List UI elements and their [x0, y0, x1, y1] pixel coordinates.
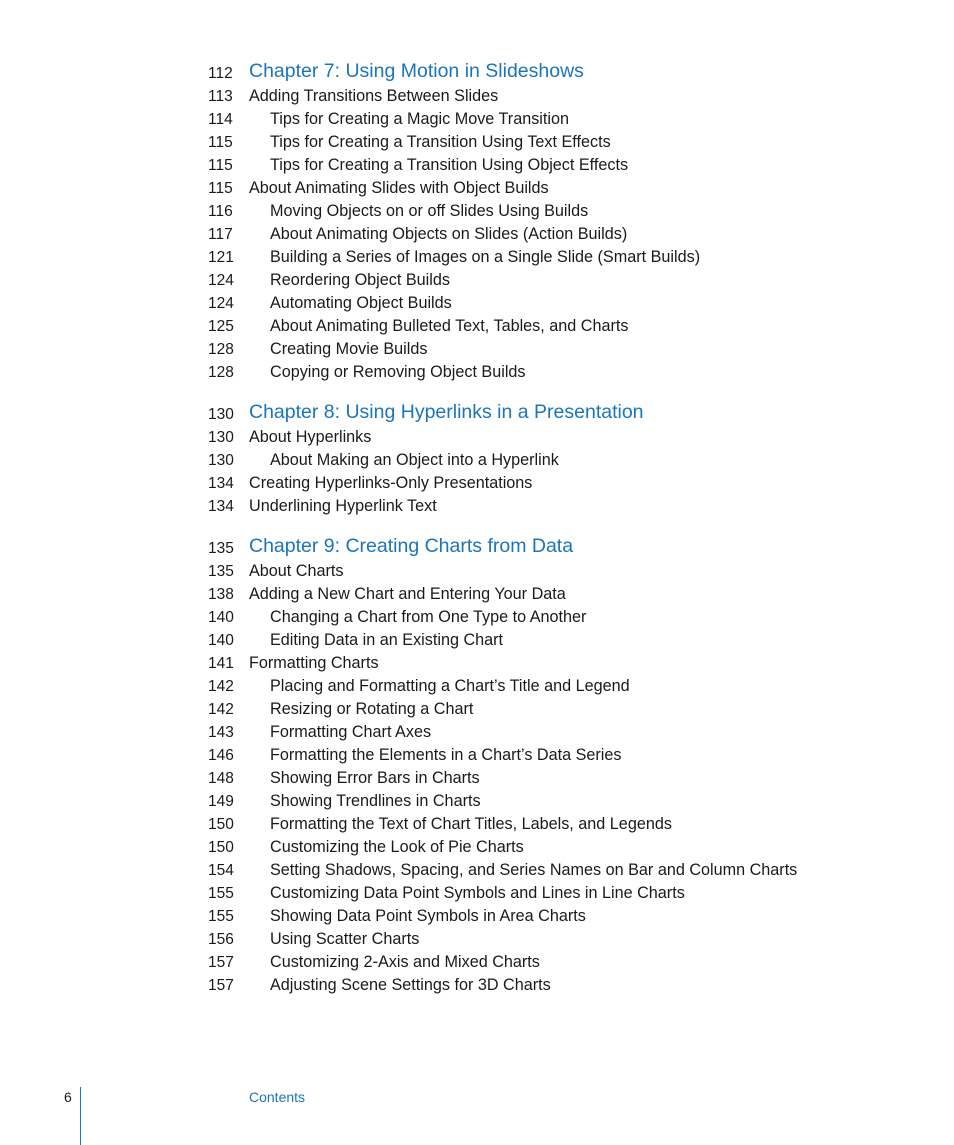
toc-page-number: 134 — [208, 498, 234, 515]
toc-subsection-row[interactable] — [0, 905, 954, 928]
chapter-7-section — [0, 60, 954, 384]
footer-section-label: Contents — [249, 1089, 306, 1105]
toc-subsection-title[interactable]: Formatting Chart Axes — [270, 723, 432, 741]
toc-subsection-title[interactable]: Adjusting Scene Settings for 3D Charts — [270, 976, 551, 994]
toc-subsection-title[interactable]: Changing a Chart from One Type to Another — [270, 608, 587, 626]
toc-subsection-row[interactable] — [0, 269, 954, 292]
chapter-page-number: 112 — [208, 65, 233, 82]
toc-subsection-row[interactable] — [0, 449, 954, 472]
toc-subsection-title[interactable]: About Animating Objects on Slides (Action Builds) — [270, 225, 628, 243]
toc-subsection-title[interactable]: Using Scatter Charts — [270, 930, 420, 948]
toc-subsection-row[interactable] — [0, 675, 954, 698]
toc-subsection-row[interactable] — [0, 606, 954, 629]
toc-subsection-title[interactable]: Customizing the Look of Pie Charts — [270, 838, 524, 856]
toc-subsection-title[interactable]: Reordering Object Builds — [270, 271, 450, 289]
toc-subsection-title[interactable]: Formatting the Elements in a Chart’s Data Series — [270, 746, 622, 764]
toc-page-number: 148 — [208, 770, 234, 787]
toc-subsection-row[interactable] — [0, 315, 954, 338]
toc-section-row[interactable] — [0, 652, 954, 675]
toc-page-number: 157 — [208, 977, 234, 994]
toc-page-number: 124 — [208, 272, 234, 289]
chapter-title-link[interactable]: Chapter 8: Using Hyperlinks in a Presentation — [249, 401, 644, 423]
toc-subsection-row[interactable] — [0, 974, 954, 997]
toc-subsection-row[interactable] — [0, 767, 954, 790]
toc-subsection-title[interactable]: Resizing or Rotating a Chart — [270, 700, 474, 718]
toc-subsection-title[interactable]: Automating Object Builds — [270, 294, 452, 312]
toc-page-number: 135 — [208, 563, 234, 580]
toc-subsection-row[interactable] — [0, 629, 954, 652]
toc-section-title[interactable]: Formatting Charts — [249, 654, 379, 672]
toc-page-number: 124 — [208, 295, 234, 312]
toc-subsection-row[interactable] — [0, 108, 954, 131]
toc-subsection-row[interactable] — [0, 698, 954, 721]
toc-section-row[interactable] — [0, 472, 954, 495]
toc-subsection-row[interactable] — [0, 246, 954, 269]
toc-page-number: 128 — [208, 341, 234, 358]
toc-subsection-title[interactable]: Building a Series of Images on a Single Slide (Smart Builds) — [270, 248, 701, 266]
chapter-heading-row[interactable] — [0, 60, 954, 85]
toc-page-number: 142 — [208, 701, 234, 718]
toc-page-number: 157 — [208, 954, 234, 971]
toc-page-number: 114 — [208, 111, 233, 128]
toc-subsection-row[interactable] — [0, 200, 954, 223]
toc-page-number: 125 — [208, 318, 234, 335]
toc-subsection-row[interactable] — [0, 744, 954, 767]
toc-subsection-row[interactable] — [0, 292, 954, 315]
toc-page-number: 140 — [208, 609, 234, 626]
chapter-title-link[interactable]: Chapter 9: Creating Charts from Data — [249, 535, 574, 557]
toc-page-number: 140 — [208, 632, 234, 649]
toc-subsection-title[interactable]: Tips for Creating a Magic Move Transition — [270, 110, 569, 128]
toc-subsection-title[interactable]: Creating Movie Builds — [270, 340, 428, 358]
toc-section-title[interactable]: About Charts — [249, 562, 344, 580]
toc-subsection-title[interactable]: Showing Data Point Symbols in Area Charts — [270, 907, 586, 925]
toc-subsection-title[interactable]: About Animating Bulleted Text, Tables, and Charts — [270, 317, 629, 335]
toc-subsection-row[interactable] — [0, 859, 954, 882]
toc-subsection-title[interactable]: Tips for Creating a Transition Using Object Effects — [270, 156, 629, 174]
toc-page-number: 115 — [208, 180, 233, 197]
toc-subsection-row[interactable] — [0, 836, 954, 859]
toc-subsection-row[interactable] — [0, 951, 954, 974]
toc-subsection-row[interactable] — [0, 790, 954, 813]
toc-page-number: 141 — [208, 655, 234, 672]
toc-subsection-row[interactable] — [0, 361, 954, 384]
chapter-title-link[interactable]: Chapter 7: Using Motion in Slideshows — [249, 60, 584, 82]
toc-page-number: 156 — [208, 931, 234, 948]
toc-page-number: 150 — [208, 839, 234, 856]
toc-page-number: 115 — [208, 134, 233, 151]
toc-section-title[interactable]: Adding Transitions Between Slides — [249, 87, 499, 105]
toc-page-number: 150 — [208, 816, 234, 833]
footer-page-number: 6 — [64, 1089, 72, 1105]
toc-page-number: 143 — [208, 724, 234, 741]
toc-subsection-title[interactable]: Editing Data in an Existing Chart — [270, 631, 504, 649]
toc-subsection-row[interactable] — [0, 721, 954, 744]
toc-subsection-title[interactable]: About Making an Object into a Hyperlink — [270, 451, 559, 469]
toc-page-number: 128 — [208, 364, 234, 381]
toc-subsection-title[interactable]: Formatting the Text of Chart Titles, Labels, and Legends — [270, 815, 672, 833]
toc-subsection-row[interactable] — [0, 338, 954, 361]
toc-subsection-title[interactable]: Customizing 2-Axis and Mixed Charts — [270, 953, 540, 971]
toc-section-row[interactable] — [0, 560, 954, 583]
toc-section-row[interactable] — [0, 85, 954, 108]
toc-page-number: 142 — [208, 678, 234, 695]
toc-page-number: 154 — [208, 862, 234, 879]
toc-section-title[interactable]: Adding a New Chart and Entering Your Data — [249, 585, 566, 603]
toc-subsection-title[interactable]: Placing and Formatting a Chart’s Title and Legend — [270, 677, 630, 695]
chapter-page-number: 130 — [208, 406, 234, 423]
toc-subsection-title[interactable]: Showing Error Bars in Charts — [270, 769, 480, 787]
toc-section-title[interactable]: About Animating Slides with Object Builds — [249, 179, 549, 197]
toc-subsection-row[interactable] — [0, 928, 954, 951]
toc-page-number: 155 — [208, 908, 234, 925]
chapter-8-section — [0, 401, 954, 518]
toc-page-number: 115 — [208, 157, 233, 174]
toc-section-row[interactable] — [0, 177, 954, 200]
toc-section-row[interactable] — [0, 495, 954, 518]
toc-page-number: 134 — [208, 475, 234, 492]
toc-subsection-title[interactable]: Tips for Creating a Transition Using Text Effects — [270, 133, 611, 151]
toc-page-number: 116 — [208, 203, 233, 220]
toc-subsection-row[interactable] — [0, 154, 954, 177]
toc-page-number: 117 — [208, 226, 233, 243]
toc-section-title[interactable]: Underlining Hyperlink Text — [249, 497, 437, 515]
toc-subsection-row[interactable] — [0, 131, 954, 154]
toc-subsection-title[interactable]: Showing Trendlines in Charts — [270, 792, 481, 810]
chapter-9-section — [0, 535, 954, 997]
toc-page-number: 121 — [208, 249, 234, 266]
toc-subsection-title[interactable]: Setting Shadows, Spacing, and Series Names on Bar and Column Charts — [270, 861, 798, 879]
chapter-page-number: 135 — [208, 540, 234, 557]
toc-subsection-title[interactable]: Moving Objects on or off Slides Using Builds — [270, 202, 589, 220]
chapter-heading-row[interactable] — [0, 535, 954, 560]
toc-section-title[interactable]: About Hyperlinks — [249, 428, 372, 446]
toc-page-number: 113 — [208, 88, 233, 105]
footer-divider — [80, 1087, 81, 1145]
toc-subsection-row[interactable] — [0, 882, 954, 905]
toc-subsection-row[interactable] — [0, 223, 954, 246]
toc-subsection-title[interactable]: Customizing Data Point Symbols and Lines in Line Charts — [270, 884, 685, 902]
toc-section-row[interactable] — [0, 583, 954, 606]
toc-page-number: 155 — [208, 885, 234, 902]
toc-page-number: 130 — [208, 452, 234, 469]
toc-page-number: 138 — [208, 586, 234, 603]
toc-section-row[interactable] — [0, 426, 954, 449]
toc-subsection-title[interactable]: Copying or Removing Object Builds — [270, 363, 526, 381]
toc-page-number: 149 — [208, 793, 234, 810]
toc-page-number: 130 — [208, 429, 234, 446]
toc-subsection-row[interactable] — [0, 813, 954, 836]
chapter-heading-row[interactable] — [0, 401, 954, 426]
toc-page-number: 146 — [208, 747, 234, 764]
toc-section-title[interactable]: Creating Hyperlinks-Only Presentations — [249, 474, 533, 492]
